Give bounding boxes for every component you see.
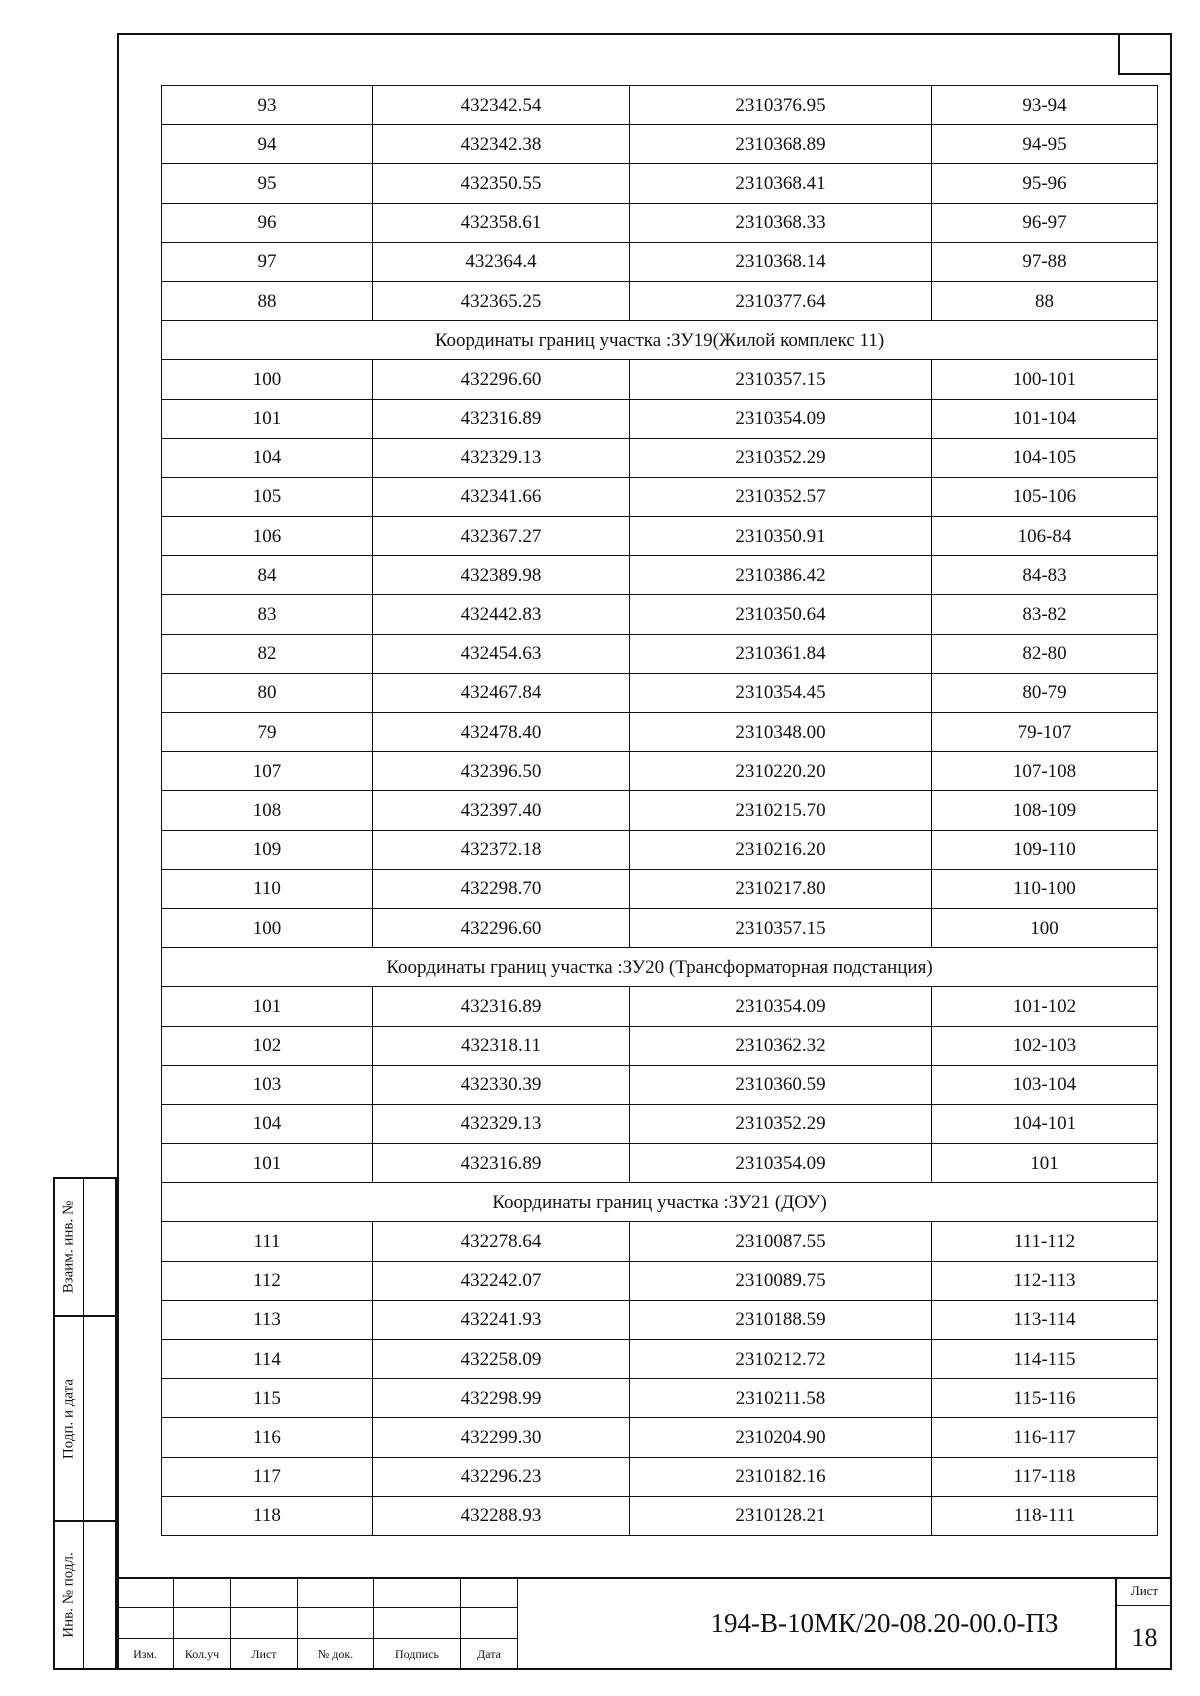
- point-number: 84: [162, 556, 373, 595]
- table-row: [162, 360, 1158, 399]
- point-number: 93: [162, 86, 373, 125]
- y-coordinate: 2310211.58: [630, 1379, 932, 1418]
- y-coordinate: 2310089.75: [630, 1261, 932, 1300]
- x-coordinate: 432358.61: [373, 203, 630, 242]
- x-coordinate: 432296.60: [373, 360, 630, 399]
- point-number: 114: [162, 1340, 373, 1379]
- x-coordinate: 432365.25: [373, 281, 630, 320]
- y-coordinate: 2310087.55: [630, 1222, 932, 1261]
- x-coordinate: 432316.89: [373, 1144, 630, 1183]
- segment: 100: [932, 908, 1158, 947]
- x-coordinate: 432372.18: [373, 830, 630, 869]
- sheet-number: 18: [1131, 1623, 1158, 1652]
- section-header-row: [162, 948, 1158, 987]
- x-coordinate: 432396.50: [373, 752, 630, 791]
- y-coordinate: 2310352.29: [630, 1104, 932, 1143]
- x-coordinate: 432389.98: [373, 556, 630, 595]
- point-number: 100: [162, 908, 373, 947]
- x-coordinate: 432318.11: [373, 1026, 630, 1065]
- table-row: [162, 830, 1158, 869]
- y-coordinate: 2310360.59: [630, 1065, 932, 1104]
- x-coordinate: 432329.13: [373, 1104, 630, 1143]
- y-coordinate: 2310350.91: [630, 517, 932, 556]
- point-number: 97: [162, 242, 373, 281]
- side-label-podp: Подп. и дата: [60, 1378, 77, 1459]
- table-row: [162, 399, 1158, 438]
- x-coordinate: 432397.40: [373, 791, 630, 830]
- point-number: 100: [162, 360, 373, 399]
- header-izm: Изм.: [117, 1639, 174, 1670]
- point-number: 112: [162, 1261, 373, 1300]
- table-row: [162, 1222, 1158, 1261]
- table-row: [162, 1261, 1158, 1300]
- y-coordinate: 2310357.15: [630, 360, 932, 399]
- x-coordinate: 432329.13: [373, 438, 630, 477]
- point-number: 101: [162, 399, 373, 438]
- x-coordinate: 432342.54: [373, 86, 630, 125]
- x-coordinate: 432330.39: [373, 1065, 630, 1104]
- y-coordinate: 2310368.89: [630, 125, 932, 164]
- point-number: 80: [162, 673, 373, 712]
- x-coordinate: 432350.55: [373, 164, 630, 203]
- table-row: [162, 791, 1158, 830]
- segment: 110-100: [932, 869, 1158, 908]
- y-coordinate: 2310354.09: [630, 987, 932, 1026]
- segment: 109-110: [932, 830, 1158, 869]
- x-coordinate: 432258.09: [373, 1340, 630, 1379]
- x-coordinate: 432298.70: [373, 869, 630, 908]
- segment: 94-95: [932, 125, 1158, 164]
- x-coordinate: 432442.83: [373, 595, 630, 634]
- segment: 113-114: [932, 1300, 1158, 1339]
- x-coordinate: 432367.27: [373, 517, 630, 556]
- point-number: 107: [162, 752, 373, 791]
- y-coordinate: 2310188.59: [630, 1300, 932, 1339]
- segment: 106-84: [932, 517, 1158, 556]
- table-row: [162, 713, 1158, 752]
- point-number: 96: [162, 203, 373, 242]
- x-coordinate: 432364.4: [373, 242, 630, 281]
- x-coordinate: 432467.84: [373, 673, 630, 712]
- corner-box: [1118, 33, 1172, 75]
- table-row: [162, 125, 1158, 164]
- point-number: 101: [162, 1144, 373, 1183]
- table-row: [162, 164, 1158, 203]
- point-number: 105: [162, 477, 373, 516]
- x-coordinate: 432478.40: [373, 713, 630, 752]
- point-number: 104: [162, 1104, 373, 1143]
- table-row: [162, 1457, 1158, 1496]
- segment: 97-88: [932, 242, 1158, 281]
- section-title: Координаты границ участка :ЗУ20 (Трансформаторная подстанция): [162, 948, 1158, 987]
- point-number: 82: [162, 634, 373, 673]
- point-number: 88: [162, 281, 373, 320]
- y-coordinate: 2310368.41: [630, 164, 932, 203]
- segment: 96-97: [932, 203, 1158, 242]
- segment: 101-104: [932, 399, 1158, 438]
- segment: 84-83: [932, 556, 1158, 595]
- y-coordinate: 2310362.32: [630, 1026, 932, 1065]
- segment: 100-101: [932, 360, 1158, 399]
- point-number: 79: [162, 713, 373, 752]
- segment: 117-118: [932, 1457, 1158, 1496]
- segment: 105-106: [932, 477, 1158, 516]
- y-coordinate: 2310128.21: [630, 1496, 932, 1535]
- point-number: 102: [162, 1026, 373, 1065]
- table-row: [162, 908, 1158, 947]
- table-row: [162, 203, 1158, 242]
- section-header-row: [162, 321, 1158, 360]
- point-number: 108: [162, 791, 373, 830]
- segment: 93-94: [932, 86, 1158, 125]
- section-title: Координаты границ участка :ЗУ19(Жилой комплекс 11): [162, 321, 1158, 360]
- y-coordinate: 2310354.09: [630, 1144, 932, 1183]
- segment: 116-117: [932, 1418, 1158, 1457]
- point-number: 83: [162, 595, 373, 634]
- title-block: [117, 1577, 1172, 1670]
- table-row: [162, 477, 1158, 516]
- y-coordinate: 2310204.90: [630, 1418, 932, 1457]
- y-coordinate: 2310350.64: [630, 595, 932, 634]
- point-number: 111: [162, 1222, 373, 1261]
- coordinates-table: [161, 85, 1158, 1536]
- side-stamp-inv: [53, 1522, 117, 1670]
- y-coordinate: 2310361.84: [630, 634, 932, 673]
- table-row: [162, 556, 1158, 595]
- y-coordinate: 2310220.20: [630, 752, 932, 791]
- segment: 108-109: [932, 791, 1158, 830]
- point-number: 115: [162, 1379, 373, 1418]
- segment: 104-105: [932, 438, 1158, 477]
- y-coordinate: 2310368.33: [630, 203, 932, 242]
- document-number: 194-В-10МК/20-08.20-00.0-ПЗ: [710, 1608, 1059, 1638]
- x-coordinate: 432316.89: [373, 987, 630, 1026]
- sheet-box: [1115, 1577, 1172, 1670]
- point-number: 116: [162, 1418, 373, 1457]
- segment: 101-102: [932, 987, 1158, 1026]
- x-coordinate: 432454.63: [373, 634, 630, 673]
- y-coordinate: 2310368.14: [630, 242, 932, 281]
- table-row: [162, 673, 1158, 712]
- y-coordinate: 2310216.20: [630, 830, 932, 869]
- segment: 111-112: [932, 1222, 1158, 1261]
- point-number: 109: [162, 830, 373, 869]
- y-coordinate: 2310354.09: [630, 399, 932, 438]
- table-row: [162, 1379, 1158, 1418]
- segment: 107-108: [932, 752, 1158, 791]
- table-row: [162, 595, 1158, 634]
- point-number: 106: [162, 517, 373, 556]
- y-coordinate: 2310182.16: [630, 1457, 932, 1496]
- x-coordinate: 432242.07: [373, 1261, 630, 1300]
- header-data: Дата: [461, 1639, 518, 1670]
- table-row: [162, 438, 1158, 477]
- y-coordinate: 2310215.70: [630, 791, 932, 830]
- y-coordinate: 2310352.29: [630, 438, 932, 477]
- segment: 115-116: [932, 1379, 1158, 1418]
- y-coordinate: 2310377.64: [630, 281, 932, 320]
- y-coordinate: 2310212.72: [630, 1340, 932, 1379]
- table-row: [162, 86, 1158, 125]
- header-kol-uch: Кол.уч: [174, 1639, 231, 1670]
- x-coordinate: 432298.99: [373, 1379, 630, 1418]
- segment: 101: [932, 1144, 1158, 1183]
- x-coordinate: 432342.38: [373, 125, 630, 164]
- side-label-inv: Инв. № подл.: [60, 1552, 77, 1638]
- table-row: [162, 869, 1158, 908]
- table-row: [162, 752, 1158, 791]
- segment: 102-103: [932, 1026, 1158, 1065]
- y-coordinate: 2310348.00: [630, 713, 932, 752]
- segment: 80-79: [932, 673, 1158, 712]
- table-row: [162, 281, 1158, 320]
- segment: 83-82: [932, 595, 1158, 634]
- segment: 82-80: [932, 634, 1158, 673]
- table-row: [162, 517, 1158, 556]
- section-title: Координаты границ участка :ЗУ21 (ДОУ): [162, 1183, 1158, 1222]
- point-number: 95: [162, 164, 373, 203]
- header-list: Лист: [231, 1639, 298, 1670]
- x-coordinate: 432299.30: [373, 1418, 630, 1457]
- y-coordinate: 2310352.57: [630, 477, 932, 516]
- segment: 104-101: [932, 1104, 1158, 1143]
- point-number: 104: [162, 438, 373, 477]
- table-row: [162, 1144, 1158, 1183]
- segment: 88: [932, 281, 1158, 320]
- segment: 103-104: [932, 1065, 1158, 1104]
- side-stamp-podp: [53, 1317, 117, 1522]
- point-number: 110: [162, 869, 373, 908]
- table-row: [162, 1418, 1158, 1457]
- header-doc-no: № док.: [298, 1639, 374, 1670]
- table-row: [162, 987, 1158, 1026]
- point-number: 101: [162, 987, 373, 1026]
- y-coordinate: 2310357.15: [630, 908, 932, 947]
- x-coordinate: 432288.93: [373, 1496, 630, 1535]
- point-number: 94: [162, 125, 373, 164]
- table-row: [162, 1496, 1158, 1535]
- table-row: [162, 242, 1158, 281]
- y-coordinate: 2310386.42: [630, 556, 932, 595]
- table-row: [162, 1104, 1158, 1143]
- segment: 79-107: [932, 713, 1158, 752]
- table-row: [162, 1065, 1158, 1104]
- x-coordinate: 432316.89: [373, 399, 630, 438]
- side-stamp-vzaim: [53, 1177, 117, 1317]
- table-row: [162, 634, 1158, 673]
- section-header-row: [162, 1183, 1158, 1222]
- point-number: 118: [162, 1496, 373, 1535]
- table-row: [162, 1300, 1158, 1339]
- x-coordinate: 432296.60: [373, 908, 630, 947]
- segment: 112-113: [932, 1261, 1158, 1300]
- y-coordinate: 2310217.80: [630, 869, 932, 908]
- segment: 118-111: [932, 1496, 1158, 1535]
- x-coordinate: 432241.93: [373, 1300, 630, 1339]
- x-coordinate: 432341.66: [373, 477, 630, 516]
- y-coordinate: 2310354.45: [630, 673, 932, 712]
- y-coordinate: 2310376.95: [630, 86, 932, 125]
- side-label-vzaim: Взаим. инв. №: [60, 1200, 77, 1294]
- header-podpis: Подпись: [374, 1639, 461, 1670]
- sheet-label: Лист: [1117, 1577, 1172, 1606]
- table-row: [162, 1026, 1158, 1065]
- x-coordinate: 432278.64: [373, 1222, 630, 1261]
- table-row: [162, 1340, 1158, 1379]
- point-number: 113: [162, 1300, 373, 1339]
- segment: 114-115: [932, 1340, 1158, 1379]
- segment: 95-96: [932, 164, 1158, 203]
- point-number: 117: [162, 1457, 373, 1496]
- x-coordinate: 432296.23: [373, 1457, 630, 1496]
- point-number: 103: [162, 1065, 373, 1104]
